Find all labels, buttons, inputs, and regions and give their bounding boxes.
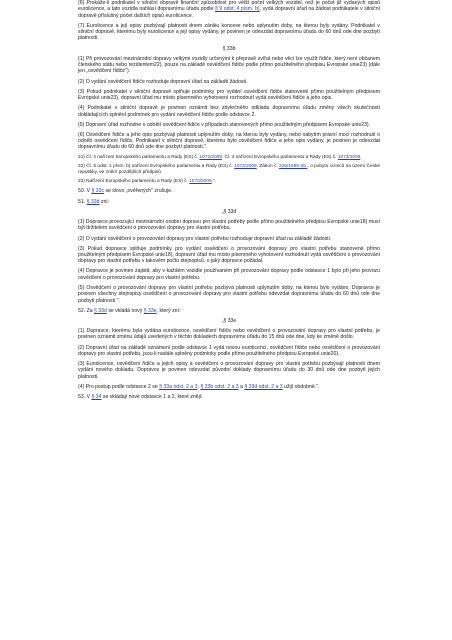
footnote-23: 23) Nařízení Evropského parlamentu a Rady (ES) č. 1072/2009.". [78, 179, 216, 185]
footnote-22: 22) Čl. 5 odst. 1 písm. b) nařízení Evropského parlamentu a Rady (ES) č. 1072/2009. Zákon č. 326/1999 Sb., o pobytu cizinců na území České republiky, ve znění pozdějších předpisů. [78, 163, 381, 175]
link-act-326-1999[interactable]: 326/1999 Sb. [279, 163, 308, 169]
paragraph-33e-1: (1) Dopravce, kterému byla vydána eurolicence, osvědčení řidiče nebo osvědčení o provozování dopravy pro vlastní potřebu, je povinen oznámit změnu údajů uvedených v těchto dokladech dopravnímu úřadu do 15 dnů ode dne, kdy ke změně došlo. [78, 328, 380, 341]
paragraph-33d-1: (1) Dopravce provozující mezinárodní osobní dopravu pro vlastní potřeby podle přímo použitelného předpisu Evropské unie18) musí být držitelem osvědčení o provozování dopravy pro vlastní potřebu. [78, 219, 380, 232]
paragraph-33a-7: (7) Eurolicence a její opisy pozbývají platnosti dnem zániku koncese nebo uplynutím doby, na kterou byly vydány. Podnikatel v silniční dopravě, kterému byly eurolicence a její opisy vydány, je povinen je odevzdat dopravnímu úřadu do 60 dnů ode dne pozbytí platnosti. [78, 22, 380, 42]
paragraph-33a-6: (6) Prokáže-li podnikatel v silniční dopravě finanční způsobilost pro větší počet velkých vozidel, než je počet již vydaných opisů eurolicence, a tato vozidla nahlásí dopravnímu úřadu podle § 9 odst. 4 písm. b), vydá dopravní úřad na žádost podnikatele v silniční dopravě příslušný počet dalších opisů eurolicence. [78, 0, 380, 19]
link-par-33d[interactable]: § 33d [86, 198, 100, 205]
amendment-point-52: 52. Za § 33d se vkládá nový § 33e, který zní: [78, 307, 181, 314]
section-heading-33b: § 33b [222, 45, 236, 52]
link-par-34[interactable]: § 34 [91, 394, 102, 401]
paragraph-33b-3: (3) Pokud podnikatel v silniční dopravě splňuje podmínky pro vydání osvědčení řidiče stanovené přímo použitelným předpisem Evropské unie23), dopravní úřad mu místo písemného vyhotovení rozhodnutí vydá osvědčení řidiče a jeho opis. [78, 88, 380, 102]
document-page [78, 0, 380, 404]
link-regulation-1072-2009[interactable]: 1072/2009 [199, 154, 222, 160]
paragraph-33d-2: (2) O vydání osvědčení o provozování dopravy pro vlastní potřebu rozhoduje dopravní úřad na základě žádosti. [78, 235, 332, 242]
link-par-33e[interactable]: § 33e [143, 307, 157, 314]
link-par-33d-2-3[interactable]: § 33d odst. 2 a 3 [244, 383, 283, 390]
paragraph-33b-6: (6) Osvědčení řidiče a jeho opis pozbývají platnosti uplynutím doby, na kterou byly vydány, nebo nabytím právní moci rozhodnutí o odnětí osvědčení řidiče. Podnikatel v silniční dopravě, kterému bylo osvědčení řidiče a jeho opis vydány, je povinen je odevzdat dopravnímu úřadu do 60 dnů ode dne pozbytí platnosti.". [78, 131, 380, 151]
paragraph-33d-3: (3) Pokud dopravce splňuje podmínky pro vydání osvědčení o provozování dopravy pro vlastní potřebu stanovené přímo použitelným předpisem Evropské unie18), dopravní úřad mu místo písemného vyhotovení rozhodnutí vydá osvědčení o provozování dopravy pro vlastní potřebu v takovém počtu stejnopisů, o jaký dopravce požádal. [78, 245, 380, 265]
paragraph-33d-4: (4) Dopravce je povinen zajistit, aby v každém vozidle používaném při provozování dopravy podle odstavce 1 bylo při jeho provozu osvědčení o provozování dopravy pro vlastní potřebu. [78, 268, 380, 281]
amendment-point-50: 50. V § 33c se slovo „ověřených" zrušuje. [78, 188, 173, 195]
paragraph-33e-4: (4) Pro postup podle odstavce 2 se § 33a odst. 2 a 3, § 33b odst. 2 a 3 a § 33d odst. 2 a 3 užijí obdobně.". [78, 383, 320, 390]
link-regulation-1072-2009[interactable]: 1072/2009 [234, 163, 257, 169]
paragraph-33e-3: (3) Eurolicence, osvědčení řidiče a jejich opisy a osvědčení o provozování dopravy pro vlastní potřebu pozbývají platnosti dnem vydání nového dokladu. Dopravce je povinen odevzdat původní doklady dopravnímu úřadu do 30 dnů ode dne pozbytí jejich platnosti. [78, 361, 380, 380]
link-regulation-1073-2009[interactable]: 1073/2009 [337, 154, 361, 160]
section-heading-33e: „§ 33e [221, 317, 237, 324]
paragraph-33d-5: (5) Osvědčení o provozování dopravy pro vlastní potřebu pozbývá platnosti uplynutím doby, na kterou bylo vydáno. Dopravce je povinen všechny stejnopisy osvědčení o provozování dopravy pro vlastní potřebu odevzdat dopravnímu úřadu do 60 dnů ode dne pozbytí platnosti.". [78, 284, 380, 304]
amendment-point-53: 53. V § 34 se vkládají nové odstavce 1 a 2, které znějí: [78, 394, 203, 401]
paragraph-33b-5: (5) Dopravní úřad rozhodne o odnětí osvědčení řidiče v případech stanovených přímo použitelným předpisem Evropské unie23). [78, 121, 371, 128]
section-heading-33d: „§ 33d [221, 208, 237, 215]
footnote-21: 21) Čl. 4 nařízení Evropského parlamentu a Rady (ES) č. 1072/2009. Čl. 4 nařízení Evropského parlamentu a Rady (ES) č. 1073/2009. [78, 154, 362, 160]
link-par-9-4b[interactable]: § 9 odst. 4 písm. b) [214, 6, 260, 13]
link-par-33c[interactable]: § 33c [91, 188, 105, 195]
paragraph-33e-2: (2) Dopravní úřad na základě oznámení podle odstavce 1 vydá novou eurolicenci, osvědčení řidiče nebo osvědčení o provozování dopravy pro vlastní potřebu, jsou-li nadále splněny podmínky podle přímo použitelného předpisu Evropské unie20). [78, 344, 380, 357]
link-par-33b-2-3[interactable]: § 33b odst. 2 a 3 [200, 383, 239, 390]
link-par-33d[interactable]: § 33d [94, 307, 107, 314]
paragraph-33b-2: (2) O vydání osvědčení řidiče rozhoduje dopravní úřad na základě žádosti. [78, 78, 248, 85]
paragraph-33b-1: (1) Při provozování mezinárodní dopravy velkými vozidly určenými k přepravě zvířat nebo věcí lze využít řidiče, který není občanem členského státu nebo rezidentem22), pouze na základě osvědčení řidiče podle přímo použitelného předpisu Evropské unie23) (dále jen „osvědčení řidiče"). [78, 55, 380, 75]
amendment-point-51: 51. § 33d zní: [78, 198, 110, 205]
link-regulation-1072-2009[interactable]: 1072/2009 [189, 179, 212, 185]
link-par-33a-2-3[interactable]: § 33a odst. 2 a 3 [159, 383, 198, 390]
paragraph-33b-4: (4) Podnikatel v silniční dopravě je povinen oznámit bez zbytečného odkladu dopravnímu úřadu změny všech skutečností dokládajících splnění podmínek pro vydání osvědčení řidiče podle odstavce 2. [78, 105, 380, 118]
